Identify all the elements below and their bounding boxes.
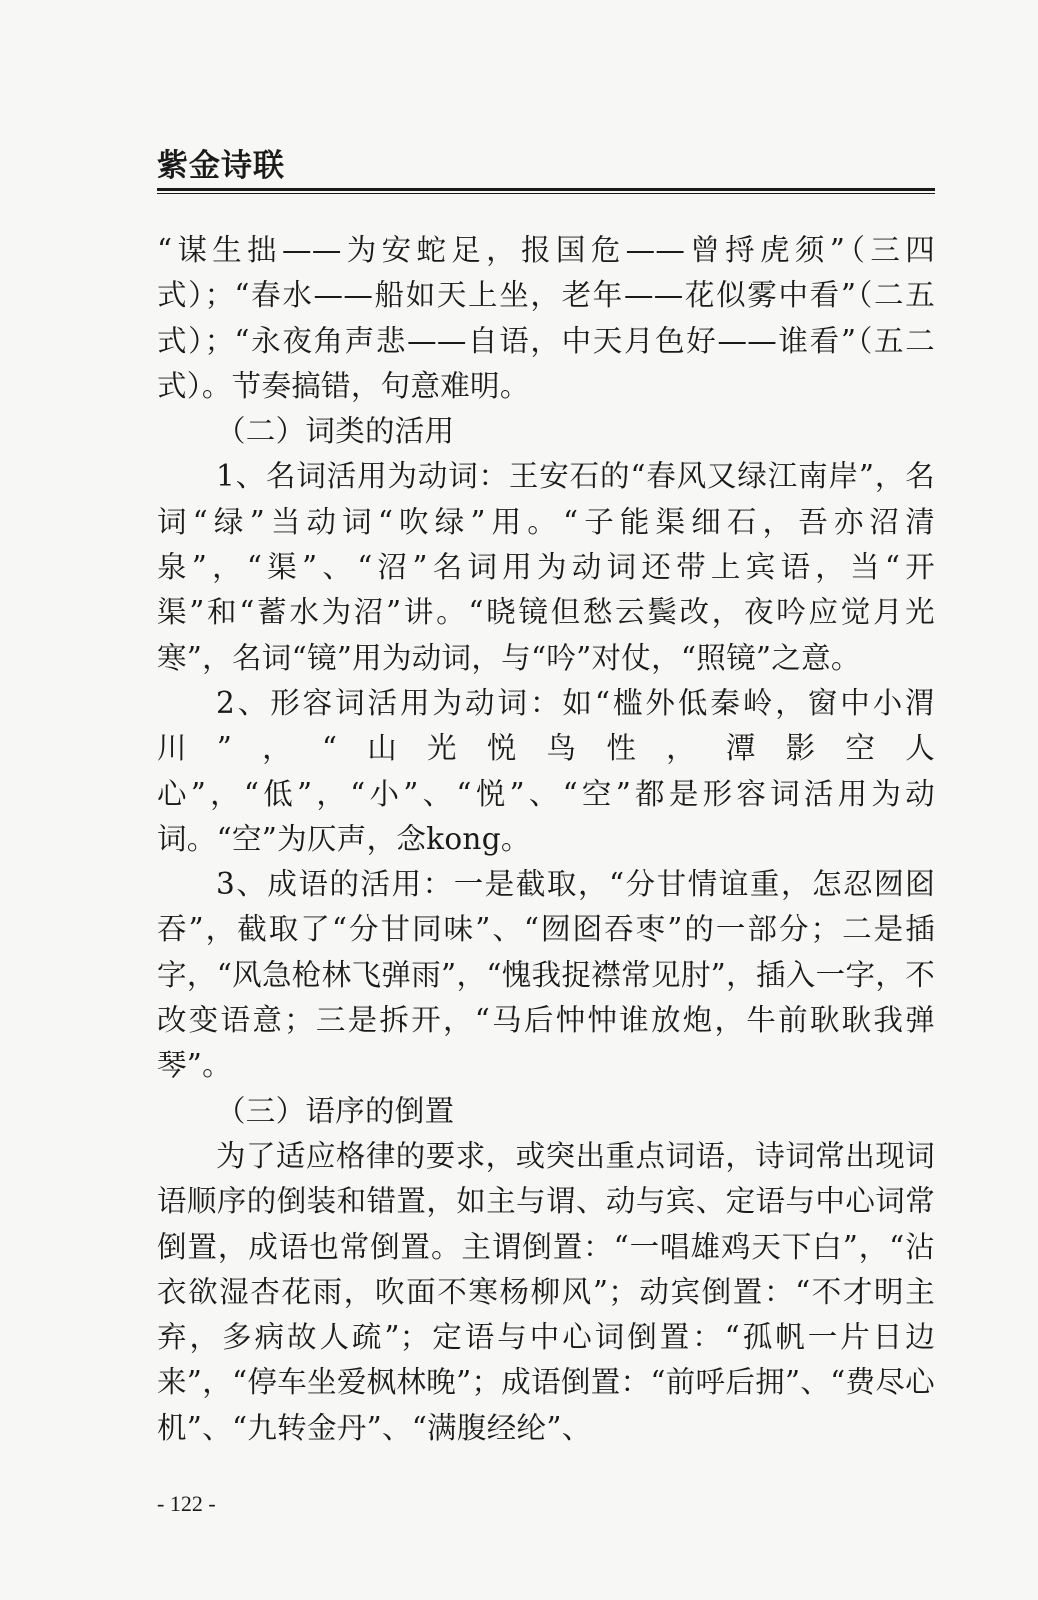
paragraph-continuation: “谋生拙——为安蛇足，报国危——曾捋虎须”（三四式）；“春水——船如天上坐，老年——花似雾中看”（二五式）；“永夜角声悲——自语，中天月色好——谁看”（五二式）。节奏搞错，句意难明。 bbox=[157, 233, 935, 403]
header-rule-thick bbox=[157, 188, 935, 191]
paragraph-adjective-as-verb: 2、形容词活用为动词：如“槛外低秦岭，窗中小渭川”，“山光悦鸟性，潭影空人心”，“低”，“小”、“悦”、“空”都是形容词活用为动词。“空”为仄声，念kong。 bbox=[157, 685, 935, 856]
section-heading-word-order: （三）语序的倒置 bbox=[216, 1093, 455, 1128]
running-header bbox=[157, 146, 935, 194]
paragraph-noun-as-verb: 1、名词活用为动词：王安石的“春风又绿江南岸”，名词“绿”当动词“吹绿”用。“子能渠细石，吾亦沼清泉”，“渠”、“沼”名词用为动词还带上宾语，当“开渠”和“蓄水为沼”讲。“晓镜但愁云鬓改，夜吟应觉月光寒”，名词“镜”用为动词，与“吟”对仗，“照镜”之意。 bbox=[157, 459, 935, 675]
body-text bbox=[157, 228, 935, 1451]
page-number: - 122 - bbox=[157, 1491, 216, 1516]
paragraph-idiom-usage: 3、成语的活用：一是截取，“分甘情谊重，怎忍囫囵吞”，截取了“分甘同味”、“囫囵吞枣”的一部分；二是插字，“风急枪林飞弹雨”，“愧我捉襟常见肘”，插入一字，不改变语意；三是拆开，“马后忡忡谁放炮，牛前耿耿我弹琴”。 bbox=[157, 867, 935, 1083]
book-title: 紫金诗联 bbox=[157, 148, 285, 184]
paragraph-inversion: 为了适应格律的要求，或突出重点词语，诗词常出现词语顺序的倒装和错置，如主与谓、动与宾、定语与中心词常倒置，成语也常倒置。主谓倒置：“一唱雄鸡天下白”，“沾衣欲湿杏花雨，吹面不寒杨柳风”；动宾倒置：“不才明主弃，多病故人疏”；定语与中心词倒置：“孤帆一片日边来”，“停车坐爱枫林晚”；成语倒置：“前呼后拥”、“费尽心机”、“九转金丹”、“满腹经纶”、 bbox=[157, 1138, 935, 1445]
section-heading-word-class: （二）词类的活用 bbox=[216, 414, 455, 449]
header-rule-thin bbox=[157, 193, 935, 194]
